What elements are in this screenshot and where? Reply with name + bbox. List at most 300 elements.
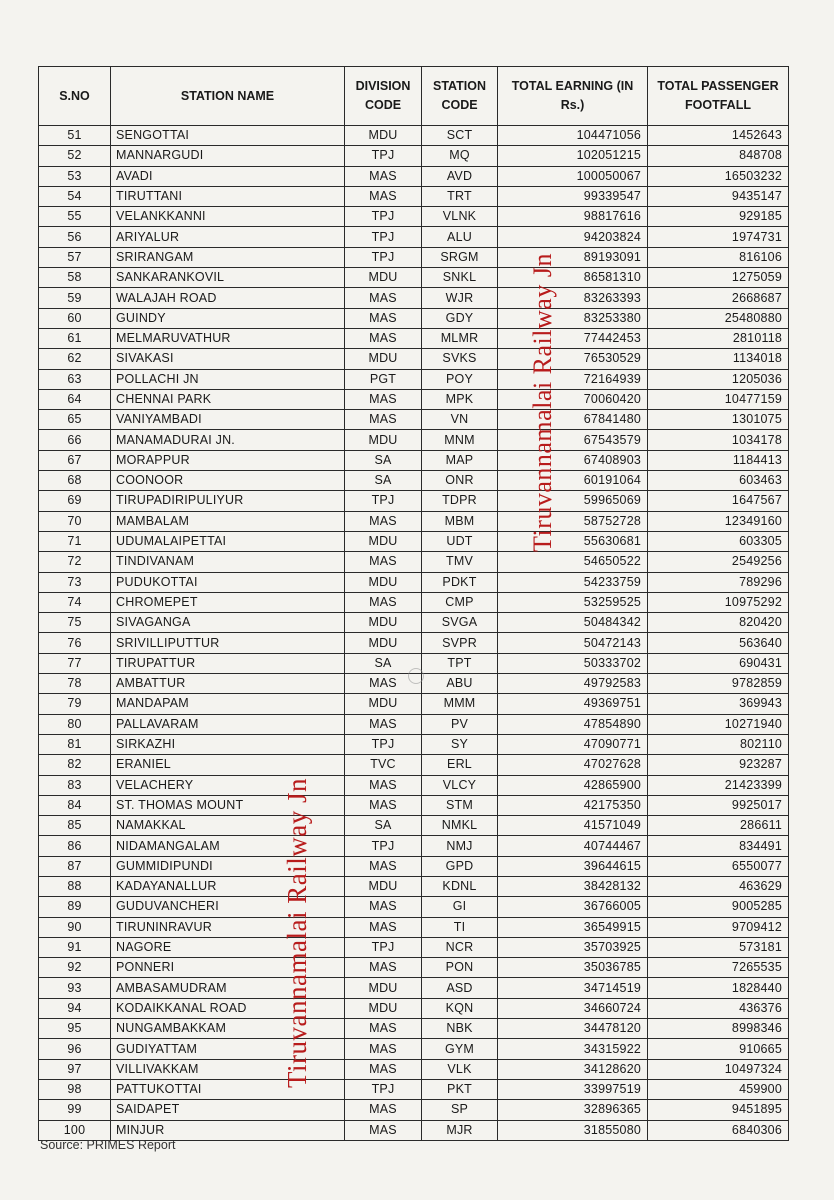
cell-total-footfall: 25480880 [648,308,789,328]
cell-station-code: KDNL [422,876,498,896]
cell-sno: 84 [39,795,111,815]
cell-sno: 88 [39,876,111,896]
table-row [39,328,789,348]
cell-total-footfall: 459900 [648,1079,789,1099]
cell-total-footfall: 1647567 [648,491,789,511]
cell-total-footfall: 1034178 [648,430,789,450]
cell-total-footfall: 10975292 [648,592,789,612]
cell-sno: 75 [39,613,111,633]
cell-station-name: GUMMIDIPUNDI [111,856,345,876]
cell-sno: 83 [39,775,111,795]
cell-total-footfall: 286611 [648,816,789,836]
cell-total-earning: 67408903 [498,450,648,470]
cell-total-earning: 100050067 [498,166,648,186]
cell-total-earning: 36766005 [498,897,648,917]
cell-station-name: AMBATTUR [111,674,345,694]
cell-sno: 77 [39,653,111,673]
cell-total-earning: 54650522 [498,552,648,572]
cell-total-earning: 34714519 [498,978,648,998]
cell-total-earning: 47090771 [498,734,648,754]
cell-station-code: TDPR [422,491,498,511]
cell-station-code: ONR [422,471,498,491]
cell-sno: 56 [39,227,111,247]
cell-total-footfall: 9435147 [648,186,789,206]
cell-total-earning: 104471056 [498,126,648,146]
cell-sno: 70 [39,511,111,531]
cell-total-earning: 58752728 [498,511,648,531]
cell-sno: 53 [39,166,111,186]
cell-total-earning: 39644615 [498,856,648,876]
cell-station-name: VANIYAMBADI [111,410,345,430]
cell-total-footfall: 7265535 [648,958,789,978]
cell-division-code: MDU [345,268,422,288]
cell-total-earning: 99339547 [498,186,648,206]
cell-total-footfall: 848708 [648,146,789,166]
cell-sno: 65 [39,410,111,430]
cell-total-footfall: 690431 [648,653,789,673]
cell-station-code: MBM [422,511,498,531]
cell-total-footfall: 436376 [648,998,789,1018]
cell-total-earning: 49369751 [498,694,648,714]
table-row [39,734,789,754]
cell-division-code: MAS [345,897,422,917]
cell-sno: 71 [39,531,111,551]
cell-total-footfall: 12349160 [648,511,789,531]
header-total-footfall [648,67,789,126]
table-row [39,795,789,815]
cell-total-earning: 34478120 [498,1019,648,1039]
header-sno: S.NO [39,67,111,126]
cell-total-earning: 72164939 [498,369,648,389]
cell-station-name: GUDIYATTAM [111,1039,345,1059]
cell-sno: 98 [39,1079,111,1099]
cell-station-code: TRT [422,186,498,206]
header-total-footfall-text: TOTAL PASSENGER FOOTFALL [657,79,779,112]
cell-total-earning: 83263393 [498,288,648,308]
cell-total-footfall: 1301075 [648,410,789,430]
cell-total-footfall: 1974731 [648,227,789,247]
cell-station-name: MANAMADURAI JN. [111,430,345,450]
table-row [39,552,789,572]
cell-division-code: MAS [345,389,422,409]
table-header-row [39,67,789,126]
cell-station-name: TIRUTTANI [111,186,345,206]
table-row [39,897,789,917]
cell-sno: 62 [39,349,111,369]
cell-division-code: MAS [345,795,422,815]
cell-total-footfall: 463629 [648,876,789,896]
cell-station-code: NMJ [422,836,498,856]
cell-division-code: MAS [345,592,422,612]
cell-total-earning: 55630681 [498,531,648,551]
cell-station-code: KQN [422,998,498,1018]
cell-station-code: SRGM [422,247,498,267]
cell-total-earning: 36549915 [498,917,648,937]
table-row [39,958,789,978]
cell-total-earning: 53259525 [498,592,648,612]
cell-sno: 80 [39,714,111,734]
cell-division-code: MAS [345,328,422,348]
cell-station-code: POY [422,369,498,389]
cell-station-code: VLNK [422,207,498,227]
cell-station-code: MQ [422,146,498,166]
cell-division-code: MAS [345,856,422,876]
cell-station-code: ABU [422,674,498,694]
cell-station-name: SRIVILLIPUTTUR [111,633,345,653]
table-row [39,288,789,308]
cell-station-code: SP [422,1100,498,1120]
cell-station-name: SAIDAPET [111,1100,345,1120]
cell-sno: 99 [39,1100,111,1120]
table-row [39,146,789,166]
cell-sno: 91 [39,937,111,957]
cell-sno: 68 [39,471,111,491]
cell-division-code: MDU [345,430,422,450]
cell-total-footfall: 16503232 [648,166,789,186]
cell-total-footfall: 21423399 [648,775,789,795]
table-row [39,978,789,998]
cell-sno: 54 [39,186,111,206]
cell-division-code: SA [345,653,422,673]
cell-total-footfall: 603463 [648,471,789,491]
cell-division-code: MAS [345,288,422,308]
cell-sno: 63 [39,369,111,389]
cell-total-earning: 89193091 [498,247,648,267]
cell-station-name: SIVAKASI [111,349,345,369]
cell-total-earning: 83253380 [498,308,648,328]
cell-total-earning: 98817616 [498,207,648,227]
cell-total-earning: 50472143 [498,633,648,653]
cell-station-code: STM [422,795,498,815]
table-row [39,816,789,836]
cell-total-footfall: 8998346 [648,1019,789,1039]
cell-sno: 76 [39,633,111,653]
table-row [39,268,789,288]
cell-station-name: MAMBALAM [111,511,345,531]
cell-station-code: SCT [422,126,498,146]
table-row [39,126,789,146]
cell-division-code: TPJ [345,207,422,227]
cell-division-code: MDU [345,633,422,653]
cell-total-footfall: 816106 [648,247,789,267]
cell-total-earning: 35036785 [498,958,648,978]
cell-total-earning: 59965069 [498,491,648,511]
cell-total-footfall: 9925017 [648,795,789,815]
cell-sno: 97 [39,1059,111,1079]
table-row [39,937,789,957]
cell-station-name: VILLIVAKKAM [111,1059,345,1079]
cell-division-code: MAS [345,1100,422,1120]
cell-sno: 92 [39,958,111,978]
table-row [39,491,789,511]
cell-station-name: SENGOTTAI [111,126,345,146]
table-row [39,694,789,714]
cell-sno: 87 [39,856,111,876]
cell-total-earning: 49792583 [498,674,648,694]
cell-sno: 86 [39,836,111,856]
cell-total-earning: 102051215 [498,146,648,166]
cell-division-code: TPJ [345,247,422,267]
cell-division-code: MAS [345,308,422,328]
cell-station-code: TMV [422,552,498,572]
cell-station-code: SY [422,734,498,754]
cell-sno: 78 [39,674,111,694]
cell-total-footfall: 369943 [648,694,789,714]
cell-station-code: NMKL [422,816,498,836]
table-row [39,613,789,633]
cell-division-code: SA [345,471,422,491]
cell-station-code: NCR [422,937,498,957]
source-note: Source: PRIMES Report [40,1138,176,1152]
cell-station-code: PDKT [422,572,498,592]
cell-station-name: CHROMEPET [111,592,345,612]
cell-total-earning: 94203824 [498,227,648,247]
table-row [39,349,789,369]
cell-station-name: PONNERI [111,958,345,978]
cell-total-earning: 34315922 [498,1039,648,1059]
cell-total-footfall: 603305 [648,531,789,551]
cell-station-code: GPD [422,856,498,876]
cell-station-name: CHENNAI PARK [111,389,345,409]
header-total-earning-text: TOTAL EARNING (IN Rs.) [511,79,634,112]
cell-total-earning: 41571049 [498,816,648,836]
table-row [39,511,789,531]
cell-total-earning: 35703925 [498,937,648,957]
cell-division-code: MAS [345,958,422,978]
cell-station-code: SVGA [422,613,498,633]
cell-station-code: GI [422,897,498,917]
cell-total-earning: 38428132 [498,876,648,896]
cell-station-code: MAP [422,450,498,470]
cell-sno: 89 [39,897,111,917]
cell-station-name: WALAJAH ROAD [111,288,345,308]
cell-total-footfall: 10271940 [648,714,789,734]
cell-station-code: GDY [422,308,498,328]
stamp-mark [408,668,424,684]
cell-total-earning: 42865900 [498,775,648,795]
cell-sno: 96 [39,1039,111,1059]
cell-division-code: MDU [345,572,422,592]
table-row [39,450,789,470]
table-row [39,1019,789,1039]
cell-sno: 59 [39,288,111,308]
cell-sno: 81 [39,734,111,754]
table-row [39,876,789,896]
cell-total-footfall: 9451895 [648,1100,789,1120]
cell-station-code: AVD [422,166,498,186]
cell-division-code: TVC [345,755,422,775]
cell-total-footfall: 10477159 [648,389,789,409]
header-station-code-text: STATION CODE [432,79,486,112]
cell-division-code: PGT [345,369,422,389]
table-row [39,410,789,430]
header-station-code [422,67,498,126]
cell-total-footfall: 789296 [648,572,789,592]
cell-division-code: MAS [345,410,422,430]
cell-station-name: TIRUNINRAVUR [111,917,345,937]
cell-station-name: MANNARGUDI [111,146,345,166]
cell-station-name: TIRUPATTUR [111,653,345,673]
table-row [39,755,789,775]
cell-station-name: SRIRANGAM [111,247,345,267]
cell-sno: 90 [39,917,111,937]
cell-division-code: TPJ [345,836,422,856]
cell-sno: 64 [39,389,111,409]
cell-total-earning: 34128620 [498,1059,648,1079]
cell-sno: 82 [39,755,111,775]
cell-division-code: TPJ [345,1079,422,1099]
cell-station-name: MINJUR [111,1120,345,1140]
cell-sno: 58 [39,268,111,288]
table-row [39,856,789,876]
cell-total-earning: 42175350 [498,795,648,815]
header-division-code-text: DIVISION CODE [355,79,411,112]
table-row [39,714,789,734]
cell-station-name: MELMARUVATHUR [111,328,345,348]
cell-sno: 95 [39,1019,111,1039]
cell-station-name: ARIYALUR [111,227,345,247]
cell-station-name: SANKARANKOVIL [111,268,345,288]
cell-station-name: COONOOR [111,471,345,491]
cell-division-code: MAS [345,714,422,734]
cell-total-earning: 70060420 [498,389,648,409]
cell-division-code: MDU [345,978,422,998]
cell-division-code: MAS [345,186,422,206]
table-row [39,836,789,856]
cell-division-code: MAS [345,775,422,795]
cell-division-code: MAS [345,166,422,186]
cell-station-name: AMBASAMUDRAM [111,978,345,998]
cell-division-code: TPJ [345,491,422,511]
cell-total-footfall: 2549256 [648,552,789,572]
table-row [39,471,789,491]
cell-station-name: TINDIVANAM [111,552,345,572]
cell-division-code: TPJ [345,734,422,754]
cell-total-earning: 47854890 [498,714,648,734]
cell-total-earning: 31855080 [498,1120,648,1140]
cell-total-earning: 32896365 [498,1100,648,1120]
cell-sno: 61 [39,328,111,348]
cell-station-code: MPK [422,389,498,409]
table-row [39,1039,789,1059]
cell-division-code: TPJ [345,227,422,247]
cell-sno: 74 [39,592,111,612]
cell-total-footfall: 1205036 [648,369,789,389]
cell-division-code: MAS [345,1019,422,1039]
cell-total-earning: 77442453 [498,328,648,348]
cell-division-code: MDU [345,349,422,369]
table-row [39,369,789,389]
cell-total-footfall: 6840306 [648,1120,789,1140]
cell-division-code: MDU [345,998,422,1018]
cell-division-code: MAS [345,511,422,531]
cell-division-code: SA [345,450,422,470]
cell-total-footfall: 2810118 [648,328,789,348]
cell-station-name: UDUMALAIPETTAI [111,531,345,551]
cell-station-code: MJR [422,1120,498,1140]
table-row [39,1079,789,1099]
header-total-earning [498,67,648,126]
cell-division-code: MDU [345,694,422,714]
cell-station-code: WJR [422,288,498,308]
table-row [39,917,789,937]
cell-total-footfall: 802110 [648,734,789,754]
cell-station-name: PUDUKOTTAI [111,572,345,592]
table-row [39,247,789,267]
cell-station-name: NAMAKKAL [111,816,345,836]
cell-station-name: ST. THOMAS MOUNT [111,795,345,815]
table-row [39,430,789,450]
table-row [39,207,789,227]
cell-sno: 79 [39,694,111,714]
cell-total-footfall: 1134018 [648,349,789,369]
cell-station-name: GUINDY [111,308,345,328]
cell-division-code: MAS [345,674,422,694]
cell-total-earning: 40744467 [498,836,648,856]
cell-sno: 67 [39,450,111,470]
cell-station-name: POLLACHI JN [111,369,345,389]
cell-sno: 51 [39,126,111,146]
cell-total-footfall: 1275059 [648,268,789,288]
cell-station-code: GYM [422,1039,498,1059]
cell-sno: 57 [39,247,111,267]
cell-total-footfall: 9782859 [648,674,789,694]
cell-station-name: MANDAPAM [111,694,345,714]
cell-sno: 94 [39,998,111,1018]
cell-division-code: TPJ [345,937,422,957]
cell-division-code: MDU [345,531,422,551]
cell-station-code: CMP [422,592,498,612]
table-row [39,308,789,328]
cell-station-name: PALLAVARAM [111,714,345,734]
cell-sno: 66 [39,430,111,450]
cell-sno: 85 [39,816,111,836]
cell-total-footfall: 1184413 [648,450,789,470]
cell-station-code: ASD [422,978,498,998]
cell-total-footfall: 820420 [648,613,789,633]
cell-station-code: NBK [422,1019,498,1039]
cell-sno: 100 [39,1120,111,1140]
cell-sno: 69 [39,491,111,511]
cell-station-code: PON [422,958,498,978]
cell-station-name: NUNGAMBAKKAM [111,1019,345,1039]
cell-station-name: PATTUKOTTAI [111,1079,345,1099]
cell-station-code: ERL [422,755,498,775]
cell-station-code: MMM [422,694,498,714]
table-row [39,186,789,206]
table-row [39,998,789,1018]
cell-division-code: MAS [345,1039,422,1059]
cell-total-earning: 34660724 [498,998,648,1018]
cell-total-earning: 47027628 [498,755,648,775]
watermark-text-lower: Tiruvannamalai Railway Jn [282,778,312,1088]
cell-station-code: ALU [422,227,498,247]
table-row [39,166,789,186]
cell-division-code: MAS [345,1059,422,1079]
cell-sno: 60 [39,308,111,328]
cell-total-earning: 60191064 [498,471,648,491]
cell-total-earning: 50333702 [498,653,648,673]
cell-division-code: MAS [345,1120,422,1140]
table-row [39,389,789,409]
cell-total-earning: 76530529 [498,349,648,369]
cell-station-name: VELANKKANNI [111,207,345,227]
cell-station-name: NIDAMANGALAM [111,836,345,856]
cell-total-footfall: 9005285 [648,897,789,917]
cell-station-code: MNM [422,430,498,450]
table-row [39,572,789,592]
station-earnings-table [38,66,789,1141]
